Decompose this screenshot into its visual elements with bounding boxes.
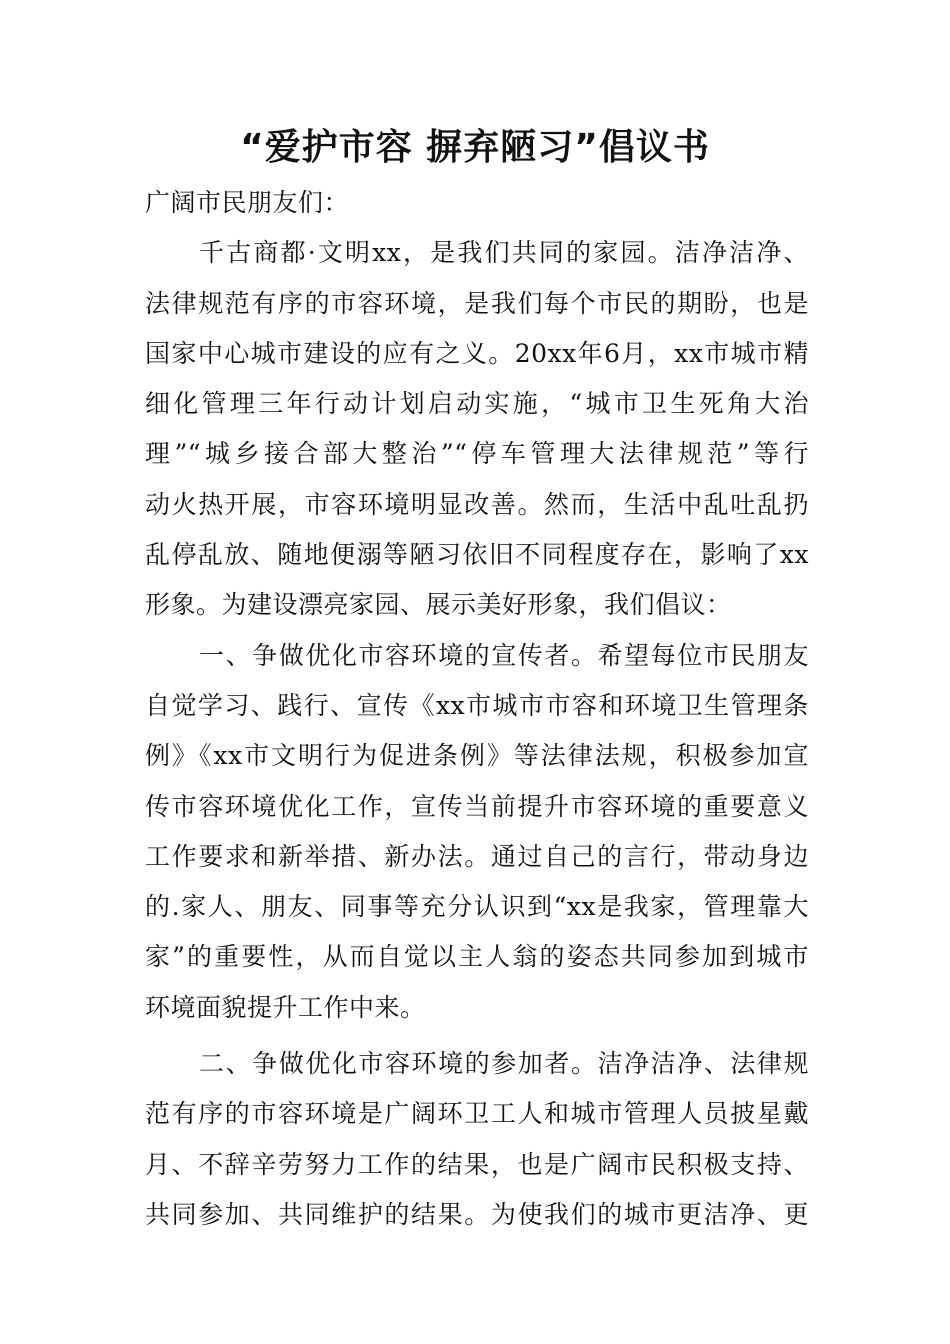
paragraph-line: 工作要求和新举措、新办法。通过自己的言行，带动身边 [145,841,809,871]
paragraph-line: 环境面貌提升工作中来。 [145,992,426,1022]
paragraph-line: 一、争做优化市容环境的宣传者。希望每位市民朋友 [199,640,809,670]
paragraph-line: 国家中心城市建设的应有之义。20xx年6月，xx市城市精 [145,338,809,368]
paragraph-line: 自觉学习、践行、宣传《xx市城市市容和环境卫生管理条 [145,690,809,720]
paragraph-line: 例》《xx市文明行为促进条例》等法律法规，积极参加宣 [145,741,809,771]
paragraph-line: 月、不辞辛劳努力工作的结果，也是广阔市民积极支持、 [145,1149,809,1179]
paragraph-line: 二、争做优化市容环境的参加者。洁净洁净、法律规 [199,1049,809,1079]
paragraph-line: 形象。为建设漂亮家园、展示美好形象，我们倡议： [145,590,732,620]
paragraph-line: 千古商都·文明xx，是我们共同的家园。洁净洁净、 [199,238,809,268]
paragraph-line: 范有序的市容环境是广阔环卫工人和城市管理人员披星戴 [145,1099,809,1129]
paragraph-1 [145,228,809,630]
paragraph-line: 家”的重要性，从而自觉以主人翁的姿态共同参加到城市 [145,942,809,972]
paragraph-3 [145,1039,809,1240]
paragraph-line: 细化管理三年行动计划启动实施，“城市卫生死角大治 [145,389,809,419]
paragraph-line: 法律规范有序的市容环境，是我们每个市民的期盼，也是 [145,288,809,318]
paragraph-line: 共同参加、共同维护的结果。为使我们的城市更洁净、更 [145,1199,809,1229]
paragraph-2 [145,631,809,1033]
salutation: 广阔市民朋友们： [145,188,350,217]
paragraph-line: 传市容环境优化工作，宣传当前提升市容环境的重要意义 [145,791,809,821]
document-title: “爱护市容 摒弃陋习”倡议书 [240,127,710,168]
paragraph-line: 动火热开展，市容环境明显改善。然而，生活中乱吐乱扔 [145,489,809,519]
document-body [145,178,809,1240]
paragraph-line: 乱停乱放、随地便溺等陋习依旧不同程度存在，影响了xx [145,540,809,570]
paragraph-line: 理”“城乡接合部大整治”“停车管理大法律规范”等行 [145,439,809,469]
paragraph-line: 的.家人、朋友、同事等充分认识到“xx是我家，管理靠大 [145,892,809,922]
